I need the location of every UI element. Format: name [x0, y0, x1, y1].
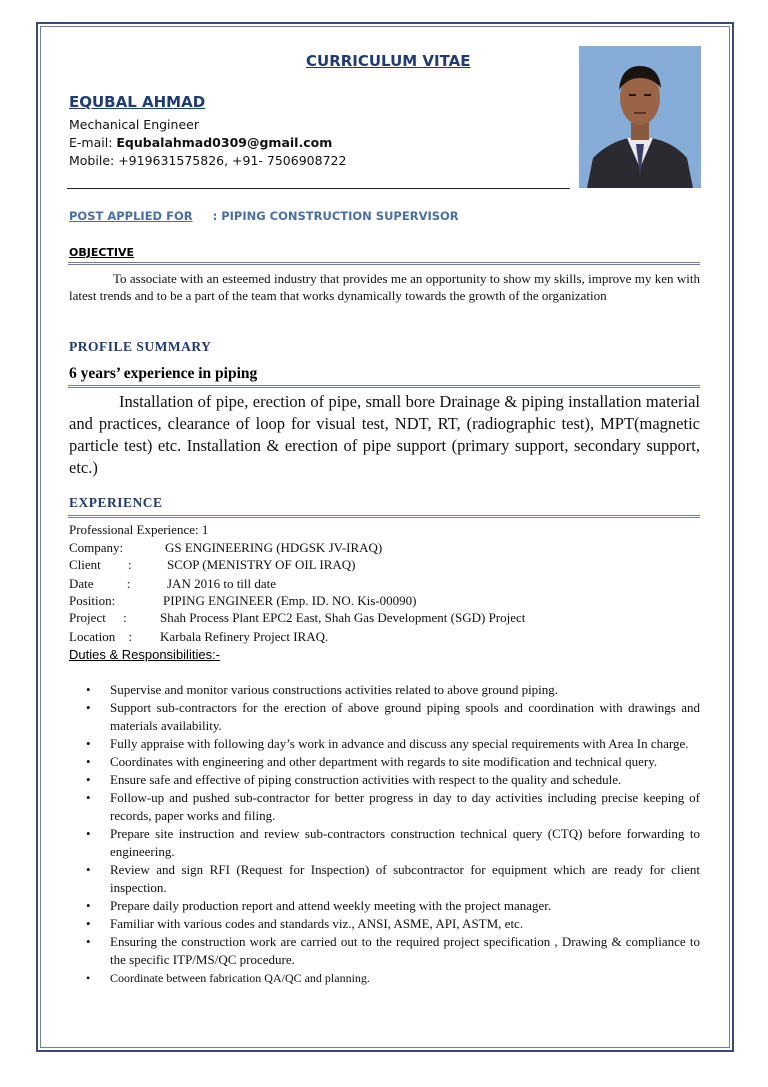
experience-years: 6 years’ experience in piping [69, 365, 258, 382]
list-item: • Review and sign RFI (Request for Inspection) of subcontractor for equipment which are ready for client inspection. [86, 862, 700, 895]
email-label: E-mail: [69, 135, 117, 150]
list-item: • Familiar with various codes and standards viz., ANSI, ASME, API, ASTM, etc. [86, 916, 524, 931]
list-item: • Follow-up and pushed sub-contractor for better progress in day to day activities including precise keeping of records, paper works and filing. [86, 790, 700, 823]
profile-text: Installation of pipe, erection of pipe, small bore Drainage & piping installation material and practices, clearance of loop for visual test, NDT, RT, (radiographic test), MPT(magnetic particle test) etc. Installation & erection of pipe support (primary support, secondary support, etc.) [69, 392, 700, 477]
experience-heading: EXPERIENCE [69, 495, 163, 510]
list-item: • Coordinates with engineering and other department with regards to site modification and technical query. [86, 754, 658, 769]
list-item: • Ensuring the construction work are carried out to the required project specification , Drawing & compliance to the specific ITP/MS/QC procedure. [86, 934, 700, 967]
date-value: JAN 2016 to till date [167, 576, 277, 591]
experience-rule [68, 515, 700, 518]
post-label: POST APPLIED FOR [69, 209, 193, 223]
mobile-line: Mobile: +919631575826, +91- 7506908722 [69, 153, 347, 168]
location-value: Karbala Refinery Project IRAQ. [160, 629, 329, 644]
position-label: Position: [69, 593, 116, 608]
objective-text: To associate with an esteemed industry that provides me an opportunity to show my skills, improve my ken with latest trends and to be a part of the team that works dynamically towards the growth of the organization [69, 271, 700, 303]
post-applied [69, 209, 459, 223]
objective-heading: OBJECTIVE [69, 246, 135, 259]
date-label: Date : [69, 576, 131, 591]
header-divider [67, 188, 570, 189]
profile-rule [68, 385, 700, 388]
client-label: Client : [69, 557, 132, 572]
designation: Mechanical Engineer [69, 117, 199, 132]
list-item: • Supervise and monitor various constructions activities related to above ground piping. [86, 682, 559, 697]
list-item: • Prepare site instruction and review sub-contractors construction technical query (CTQ) before forwarding to engineering. [86, 826, 700, 859]
professional-experience: Professional Experience: 1 [69, 522, 209, 537]
company-label: Company: [69, 540, 124, 555]
duties-heading: Duties & Responsibilities:- [69, 647, 221, 662]
location-label: Location : [69, 629, 133, 644]
email-line [69, 135, 332, 150]
project-label: Project : [69, 610, 127, 625]
list-item: • Prepare daily production report and attend weekly meeting with the project manager. [86, 898, 552, 913]
profile-summary-heading: PROFILE SUMMARY [69, 339, 212, 354]
list-item: • Support sub-contractors for the erection of above ground piping spools and coordination with drawings and materials availability. [86, 700, 700, 733]
duties-list [86, 681, 700, 987]
profile-photo [579, 46, 701, 188]
post-value: : PIPING CONSTRUCTION SUPERVISOR [212, 209, 459, 223]
project-value: Shah Process Plant EPC2 East, Shah Gas Development (SGD) Project [160, 610, 526, 625]
objective-rule [68, 262, 700, 265]
document-title: CURRICULUM VITAE [306, 52, 471, 70]
company-value: GS ENGINEERING (HDGSK JV-IRAQ) [165, 540, 383, 555]
email-address[interactable]: Equbalahmad0309@gmail.com [116, 135, 333, 150]
list-item: • Ensure safe and effective of piping construction activities with respect to the quality and schedule. [86, 772, 622, 787]
list-item: • Coordinate between fabrication QA/QC and planning. [86, 971, 370, 985]
list-item: • Fully appraise with following day’s work in advance and discuss any special requirements with Area In charge. [86, 736, 689, 751]
candidate-name: EQUBAL AHMAD [69, 93, 206, 111]
position-value: PIPING ENGINEER (Emp. ID. NO. Kis-00090) [163, 593, 417, 608]
client-value: SCOP (MENISTRY OF OIL IRAQ) [167, 557, 356, 572]
